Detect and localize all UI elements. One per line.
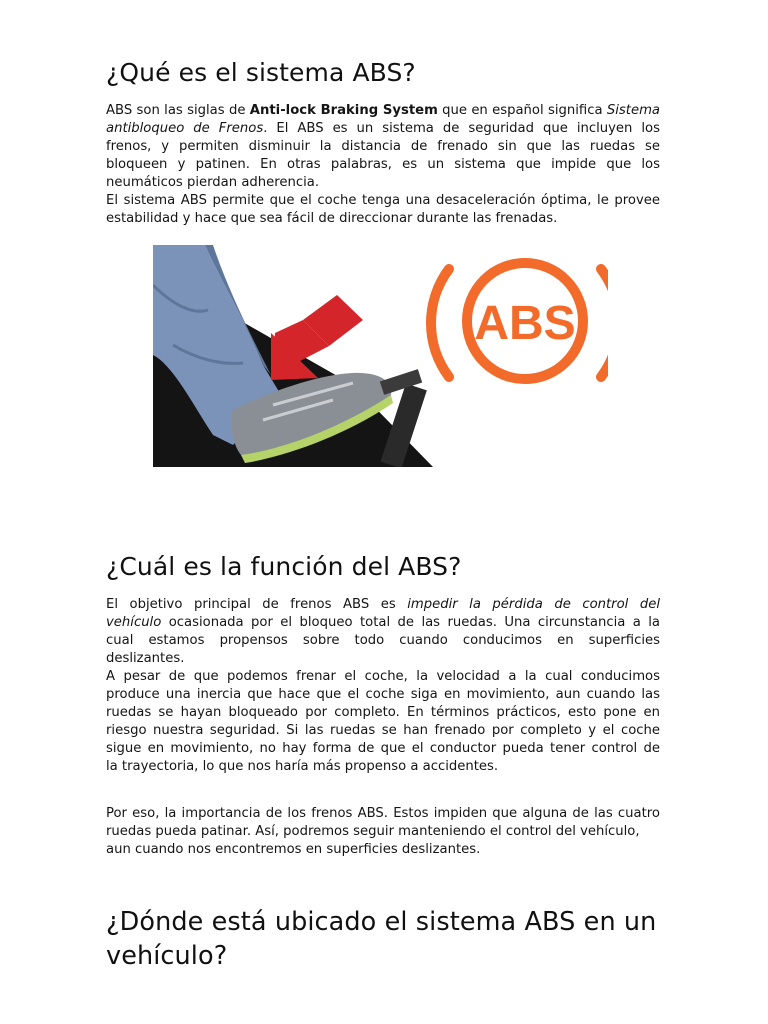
italic-term: vehículo <box>106 615 162 630</box>
text-line: ruedas pueda patinar. Así, podremos seguir manteniendo el control del vehículo, <box>106 824 640 839</box>
text-line: produce una inercia que hace que el coche siga en movimiento, aun cuando las <box>106 687 660 702</box>
text-line <box>106 102 660 120</box>
text-line: neumáticos pierdan adherencia. <box>106 175 320 190</box>
text-run: ocasionada por el bloqueo total de las ruedas. Una circunstancia a la <box>161 615 660 630</box>
text-line: riesgo nuestra seguridad. Si las ruedas se han frenado por completo y el coche <box>106 723 660 738</box>
italic-term: antibloqueo de Frenos <box>106 121 264 136</box>
section-heading-donde-line2: vehículo? <box>106 941 228 971</box>
abs-brake-illustration <box>153 245 608 467</box>
section-heading-donde-line1: ¿Dónde está ubicado el sistema ABS en un <box>106 907 657 937</box>
text-line: aun cuando nos encontremos en superficies deslizantes. <box>106 842 481 857</box>
section-heading-funcion: ¿Cuál es la función del ABS? <box>106 552 462 581</box>
text-line: frenos, y permiten disminuir la distancia de frenado sin que las ruedas se <box>106 139 660 154</box>
paragraph-definition <box>106 102 660 228</box>
bold-term: Anti-lock Braking System <box>249 103 438 118</box>
text-line: sigue en movimiento, no hay forma de que el conductor pueda tener control de <box>106 741 660 756</box>
abs-warning-icon <box>431 263 608 379</box>
text-line: A pesar de que podemos frenar el coche, la velocidad a la cual conducimos <box>106 669 660 684</box>
text-line: Por eso, la importancia de los frenos ABS. Estos impiden que alguna de las cuatro <box>106 806 660 821</box>
text-line: deslizantes. <box>106 651 185 666</box>
abs-badge-label: ABS <box>474 297 576 350</box>
text-run: ABS son las siglas de <box>106 103 250 118</box>
text-line <box>106 614 660 632</box>
paragraph-objetivo <box>106 596 660 776</box>
italic-term: Sistema <box>606 103 660 118</box>
paragraph-importancia <box>106 805 660 859</box>
text-run: El objetivo principal de frenos ABS es <box>106 597 408 612</box>
text-line: El sistema ABS permite que el coche tenga una desaceleración óptima, le provee <box>106 193 660 208</box>
text-run: . El ABS es un sistema de seguridad que incluyen los <box>263 121 660 136</box>
text-line: estabilidad y hace que sea fácil de direccionar durante las frenadas. <box>106 211 558 226</box>
text-line: cual estamos propensos sobre todo cuando conducimos en superficies <box>106 633 660 648</box>
italic-term: impedir la pérdida de control del <box>407 597 660 612</box>
text-line <box>106 120 660 138</box>
text-line: la trayectoria, lo que nos haría más propenso a accidentes. <box>106 759 499 774</box>
text-run: que en español significa <box>437 103 607 118</box>
text-line: ruedas se hayan bloqueado por completo. En términos prácticos, esto pone en <box>106 705 660 720</box>
text-line: bloqueen y patinen. En otras palabras, es un sistema que impide que los <box>106 157 660 172</box>
text-line <box>106 596 660 614</box>
section-heading-que-es: ¿Qué es el sistema ABS? <box>106 58 416 87</box>
